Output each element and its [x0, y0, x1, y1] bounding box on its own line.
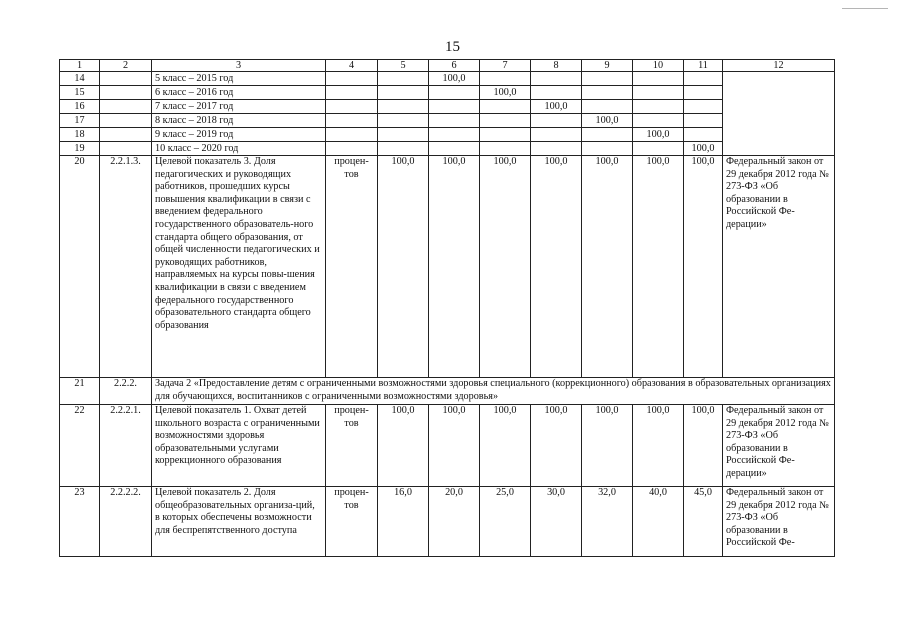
source-law-reference: Федеральный закон от 29 декабря 2012 года № 273-ФЗ «Об образовании в Российской Фе-дерации» — [723, 405, 835, 487]
value-cell — [429, 100, 480, 114]
header-cell: 10 — [633, 60, 684, 72]
value-cell — [531, 142, 582, 156]
value-cell — [582, 100, 633, 114]
value-cell: 40,0 — [633, 487, 684, 557]
value-cell — [633, 114, 684, 128]
column-number-header — [60, 60, 835, 72]
header-cell: 12 — [723, 60, 835, 72]
row-number: 22 — [60, 405, 100, 487]
row-number: 21 — [60, 378, 100, 405]
table-row — [60, 128, 835, 142]
value-cell — [378, 86, 429, 100]
value-cell: 45,0 — [684, 487, 723, 557]
value-cell — [531, 128, 582, 142]
header-cell: 8 — [531, 60, 582, 72]
header-cell: 7 — [480, 60, 531, 72]
unit-cell — [326, 100, 378, 114]
grade-year-label: 6 класс – 2016 год — [152, 86, 326, 100]
value-cell — [480, 100, 531, 114]
value-cell: 100,0 — [480, 86, 531, 100]
header-cell: 11 — [684, 60, 723, 72]
source-cell — [723, 72, 835, 156]
value-cell: 100,0 — [684, 156, 723, 378]
grade-year-label: 5 класс – 2015 год — [152, 72, 326, 86]
value-cell — [633, 86, 684, 100]
unit-cell — [326, 86, 378, 100]
value-cell — [684, 100, 723, 114]
value-cell — [633, 72, 684, 86]
value-cell — [429, 142, 480, 156]
value-cell: 100,0 — [633, 405, 684, 487]
value-cell — [582, 86, 633, 100]
value-cell — [378, 128, 429, 142]
row-number: 23 — [60, 487, 100, 557]
unit-cell: процен-тов — [326, 487, 378, 557]
header-cell: 3 — [152, 60, 326, 72]
value-cell — [531, 114, 582, 128]
value-cell — [531, 72, 582, 86]
value-cell: 20,0 — [429, 487, 480, 557]
value-cell — [378, 142, 429, 156]
value-cell — [378, 72, 429, 86]
page-number: 15 — [445, 39, 460, 55]
value-cell: 100,0 — [531, 405, 582, 487]
header-cell: 4 — [326, 60, 378, 72]
value-cell: 100,0 — [378, 156, 429, 378]
header-cell: 9 — [582, 60, 633, 72]
value-cell: 100,0 — [429, 72, 480, 86]
item-code: 2.2.2. — [100, 378, 152, 405]
value-cell — [684, 114, 723, 128]
value-cell — [429, 114, 480, 128]
source-law-reference: Федеральный закон от 29 декабря 2012 года № 273-ФЗ «Об образовании в Российской Фе- — [723, 487, 835, 557]
code-cell — [100, 100, 152, 114]
indicator-table — [59, 59, 835, 557]
row-number: 20 — [60, 156, 100, 378]
value-cell: 100,0 — [480, 156, 531, 378]
item-code: 2.2.2.1. — [100, 405, 152, 487]
value-cell: 100,0 — [582, 156, 633, 378]
code-cell — [100, 128, 152, 142]
value-cell — [429, 128, 480, 142]
item-code: 2.2.1.3. — [100, 156, 152, 378]
value-cell — [480, 72, 531, 86]
value-cell: 25,0 — [480, 487, 531, 557]
row-number: 16 — [60, 100, 100, 114]
code-cell — [100, 142, 152, 156]
table-row — [60, 142, 835, 156]
task-description: Задача 2 «Предоставление детям с ограниченными возможностями здоровья специального (коррекционного) образования в образовательных организациях для обучающихся, воспитанников с ограниченными возможностями здоровья» — [152, 378, 835, 405]
value-cell — [582, 142, 633, 156]
header-cell: 6 — [429, 60, 480, 72]
value-cell — [429, 86, 480, 100]
task-row — [60, 378, 835, 405]
unit-cell: процен-тов — [326, 405, 378, 487]
row-number: 15 — [60, 86, 100, 100]
value-cell: 100,0 — [633, 128, 684, 142]
indicator-description: Целевой показатель 1. Охват детей школьного возраста с ограниченными возможностями здоровья образовательными услугами коррекционного образования — [152, 405, 326, 487]
header-cell: 2 — [100, 60, 152, 72]
unit-cell — [326, 142, 378, 156]
value-cell — [378, 100, 429, 114]
value-cell: 100,0 — [531, 156, 582, 378]
value-cell: 100,0 — [480, 405, 531, 487]
value-cell: 100,0 — [684, 142, 723, 156]
value-cell: 100,0 — [429, 156, 480, 378]
table-row — [60, 405, 835, 487]
row-number: 17 — [60, 114, 100, 128]
value-cell — [480, 114, 531, 128]
value-cell — [480, 142, 531, 156]
value-cell — [531, 86, 582, 100]
row-number: 19 — [60, 142, 100, 156]
grade-year-label: 7 класс – 2017 год — [152, 100, 326, 114]
unit-cell — [326, 72, 378, 86]
table-row — [60, 72, 835, 86]
corner-mark — [842, 8, 888, 9]
table-row — [60, 114, 835, 128]
table-row — [60, 156, 835, 378]
value-cell — [684, 128, 723, 142]
value-cell: 30,0 — [531, 487, 582, 557]
row-number: 14 — [60, 72, 100, 86]
value-cell — [378, 114, 429, 128]
unit-cell — [326, 114, 378, 128]
code-cell — [100, 114, 152, 128]
table-row — [60, 487, 835, 557]
table-row — [60, 100, 835, 114]
grade-year-label: 9 класс – 2019 год — [152, 128, 326, 142]
unit-cell: процен-тов — [326, 156, 378, 378]
indicator-description: Целевой показатель 2. Доля общеобразовательных организа-ций, в которых обеспечены возможности для беспрепятственного доступа — [152, 487, 326, 557]
item-code: 2.2.2.2. — [100, 487, 152, 557]
value-cell — [684, 72, 723, 86]
table-row — [60, 86, 835, 100]
value-cell: 100,0 — [378, 405, 429, 487]
grade-year-label: 8 класс – 2018 год — [152, 114, 326, 128]
value-cell: 100,0 — [531, 100, 582, 114]
indicator-description: Целевой показатель 3. Доля педагогических и руководящих работников, прошедших курсы повышения квалификации в связи с введением федерального государственного образователь-ного стандарта общего образования, от общей численности педагогических и руководящих работников, направляемых на курсы повы-шения квалификации в связи с введением федерального государственного образовательного стандарта общего образования — [152, 156, 326, 378]
value-cell — [582, 128, 633, 142]
header-cell: 1 — [60, 60, 100, 72]
grade-year-label: 10 класс – 2020 год — [152, 142, 326, 156]
value-cell — [582, 72, 633, 86]
value-cell: 100,0 — [582, 114, 633, 128]
header-cell: 5 — [378, 60, 429, 72]
value-cell — [480, 128, 531, 142]
value-cell — [633, 142, 684, 156]
value-cell: 100,0 — [429, 405, 480, 487]
source-law-reference: Федеральный закон от 29 декабря 2012 года № 273-ФЗ «Об образовании в Российской Фе-дерации» — [723, 156, 835, 378]
unit-cell — [326, 128, 378, 142]
value-cell: 16,0 — [378, 487, 429, 557]
value-cell: 100,0 — [633, 156, 684, 378]
value-cell: 32,0 — [582, 487, 633, 557]
value-cell: 100,0 — [582, 405, 633, 487]
value-cell — [684, 86, 723, 100]
code-cell — [100, 86, 152, 100]
row-number: 18 — [60, 128, 100, 142]
value-cell — [633, 100, 684, 114]
value-cell: 100,0 — [684, 405, 723, 487]
code-cell — [100, 72, 152, 86]
